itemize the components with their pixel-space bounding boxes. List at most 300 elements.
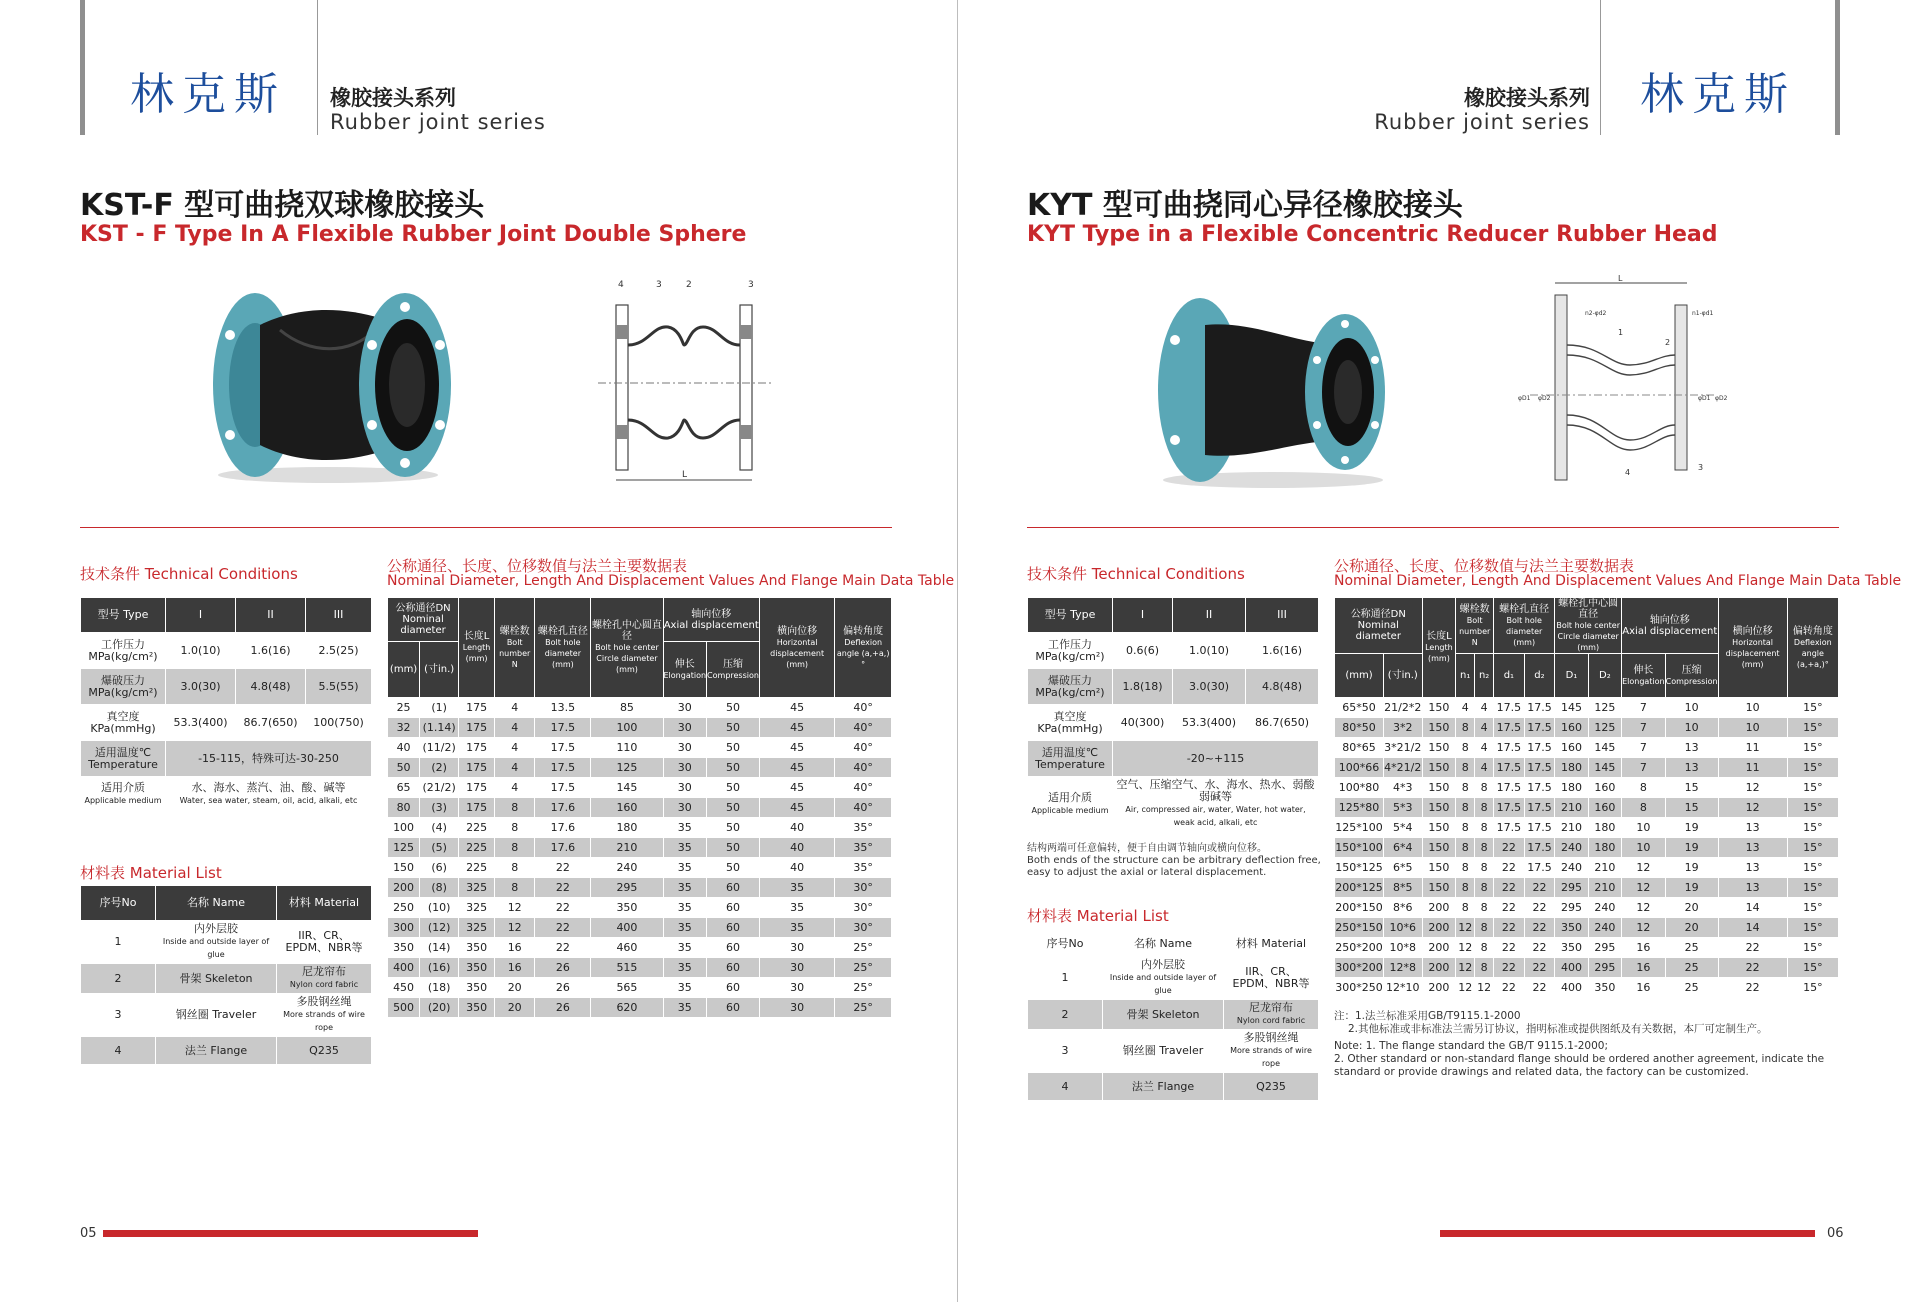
data-table-right: [1334, 597, 1839, 998]
mat-material: Q235: [277, 1037, 372, 1065]
th-inch: (寸in.): [420, 642, 459, 698]
table-cell: 350: [459, 998, 495, 1018]
table-cell: 50: [388, 758, 420, 778]
table-cell: 565: [591, 978, 663, 998]
table-row: [1335, 738, 1839, 758]
mat-no: 3: [1028, 1030, 1103, 1073]
tech-header-i: I: [1113, 598, 1173, 633]
table-row: [1335, 798, 1839, 818]
table-cell: 10*8: [1383, 938, 1422, 958]
table-cell: 180: [1555, 778, 1588, 798]
table-cell: 4: [495, 778, 535, 798]
table-cell: 17.5: [535, 758, 591, 778]
th-deflexion: 偏转角度 Deflexion angle (a,+a,)°: [1787, 598, 1838, 698]
table-cell: 12: [1622, 878, 1666, 898]
table-cell: 15: [1665, 778, 1718, 798]
tech-conditions-heading-right: 技术条件 Technical Conditions: [1027, 565, 1245, 583]
table-cell: 30: [663, 798, 707, 818]
table-cell: 25°: [835, 958, 892, 978]
table-cell: 45: [759, 718, 834, 738]
mat-no: 4: [81, 1037, 156, 1065]
table-cell: 16: [1622, 978, 1666, 998]
table-cell: 15°: [1787, 738, 1838, 758]
table-cell: 40°: [835, 698, 892, 718]
table-cell: 22: [1494, 918, 1525, 938]
tech-row-label: 工作压力 MPa(kg/cm²): [81, 633, 166, 669]
table-cell: 150: [1422, 818, 1456, 838]
mat-no: 3: [81, 994, 156, 1037]
mat-header-material: 材料 Material: [1224, 931, 1319, 957]
table-cell: 30: [663, 778, 707, 798]
table-cell: 160: [1555, 738, 1588, 758]
table-cell: 160: [591, 798, 663, 818]
th-circle: 螺栓孔中心圆直径 Bolt hole center Circle diameter (mm): [591, 598, 663, 698]
th-bolt-number: 螺栓数 Bolt number N: [1456, 598, 1494, 654]
table-cell: (11/2): [420, 738, 459, 758]
table-cell: 80*65: [1335, 738, 1384, 758]
data-table-title-cn-right: 公称通径、长度、位移数值与法兰主要数据表: [1334, 557, 1635, 575]
table-cell: 12: [1622, 898, 1666, 918]
material-list-heading-right: 材料表 Material List: [1027, 907, 1169, 925]
table-cell: 8: [1456, 838, 1475, 858]
table-cell: 30: [663, 718, 707, 738]
th-inch: (寸in.): [1383, 654, 1422, 698]
mat-name: 钢丝圈 Traveler: [156, 994, 277, 1037]
table-cell: 125: [1588, 718, 1621, 738]
table-cell: 150: [1422, 798, 1456, 818]
table-row: [1335, 818, 1839, 838]
table-cell: 60: [707, 878, 760, 898]
table-cell: 30°: [835, 898, 892, 918]
product-title-cn-left: KST-F 型可曲挠双球橡胶接头: [80, 188, 485, 223]
table-cell: 4: [495, 718, 535, 738]
table-cell: 110: [591, 738, 663, 758]
tech-conditions-table-right: [1027, 597, 1319, 832]
table-cell: 17.5: [1524, 798, 1555, 818]
table-cell: 4: [495, 698, 535, 718]
table-cell: 4: [1475, 758, 1494, 778]
th-dn: 公称通径DN Nominal diameter: [388, 598, 459, 642]
tech-value: 40(300): [1113, 705, 1173, 741]
table-cell: 12: [1456, 918, 1475, 938]
table-cell: 15°: [1787, 958, 1838, 978]
table-cell: 15°: [1787, 798, 1838, 818]
table-cell: 620: [591, 998, 663, 1018]
table-cell: 8: [1456, 858, 1475, 878]
table-cell: 150: [1422, 778, 1456, 798]
table-cell: 4: [1475, 698, 1494, 718]
tech-value: 1.0(10): [1173, 633, 1246, 669]
table-cell: 13: [1665, 738, 1718, 758]
table-cell: 8: [1475, 898, 1494, 918]
table-cell: 8*5: [1383, 878, 1422, 898]
drawing-label-n2: n2-φd2: [1585, 310, 1607, 317]
th-compression: 压缩 Compression: [1665, 654, 1718, 698]
table-cell: 8: [1475, 858, 1494, 878]
th-horizontal: 横向位移 Horizontal displacement (mm): [1718, 598, 1787, 698]
table-cell: 17.5: [1494, 818, 1525, 838]
table-cell: 300*250: [1335, 978, 1384, 998]
table-cell: 22: [1494, 978, 1525, 998]
table-cell: (14): [420, 938, 459, 958]
table-cell: 35: [759, 918, 834, 938]
table-cell: 4: [1475, 718, 1494, 738]
table-cell: 60: [707, 958, 760, 978]
tech-value: 4.8(48): [1246, 669, 1319, 705]
table-cell: 15°: [1787, 938, 1838, 958]
tech-row-label: 适用介质 Applicable medium: [81, 777, 166, 813]
table-cell: 8: [495, 798, 535, 818]
table-cell: 14: [1718, 898, 1787, 918]
table-cell: 35: [663, 858, 707, 878]
tech-value: 水、海水、蒸汽、油、酸、碱等 Water, sea water, steam, oil, acid, alkali, etc: [166, 777, 372, 813]
product-title-en-left: KST - F Type In A Flexible Rubber Joint Double Sphere: [80, 222, 747, 247]
table-cell: (3): [420, 798, 459, 818]
tech-row-label: 适用温度℃ Temperature: [81, 741, 166, 777]
table-cell: 125*100: [1335, 818, 1384, 838]
table-cell: 40: [759, 858, 834, 878]
table-cell: 15°: [1787, 898, 1838, 918]
table-row: [388, 938, 892, 958]
table-cell: 17.5: [1524, 698, 1555, 718]
table-row: [1335, 778, 1839, 798]
table-cell: 100: [591, 718, 663, 738]
table-row: [1335, 838, 1839, 858]
table-cell: 25: [388, 698, 420, 718]
table-cell: 17.6: [535, 818, 591, 838]
table-cell: 295: [1588, 958, 1621, 978]
table-cell: 8: [495, 858, 535, 878]
mat-header-no: 序号No: [1028, 931, 1103, 957]
th-n2: n₂: [1475, 654, 1494, 698]
table-cell: 26: [535, 998, 591, 1018]
table-cell: 325: [459, 878, 495, 898]
table-cell: 35°: [835, 818, 892, 838]
table-cell: 15°: [1787, 818, 1838, 838]
technical-drawing-kyt: [1500, 275, 1735, 500]
table-cell: 8*6: [1383, 898, 1422, 918]
mat-material: 尼龙帘布 Nylon cord fabric: [277, 964, 372, 994]
table-cell: 22: [1524, 958, 1555, 978]
table-cell: 35: [663, 898, 707, 918]
tech-row-label: 适用介质 Applicable medium: [1028, 777, 1113, 832]
table-cell: 12: [1456, 958, 1475, 978]
mat-material: 多股钢丝绳 More strands of wire rope: [1224, 1030, 1319, 1073]
table-cell: 10*6: [1383, 918, 1422, 938]
table-cell: 250*150: [1335, 918, 1384, 938]
table-row: [1335, 918, 1839, 938]
table-cell: 16: [1622, 938, 1666, 958]
table-cell: 35: [663, 918, 707, 938]
table-cell: 6*5: [1383, 858, 1422, 878]
product-photo-kst-f: [200, 285, 460, 485]
series-title-en-left: Rubber joint series: [330, 110, 546, 134]
table-cell: 40°: [835, 798, 892, 818]
table-cell: 4*21/2: [1383, 758, 1422, 778]
table-cell: 35: [663, 998, 707, 1018]
table-cell: 45: [759, 798, 834, 818]
table-cell: 175: [459, 718, 495, 738]
table-row: [1335, 858, 1839, 878]
table-cell: 15°: [1787, 878, 1838, 898]
table-cell: (12): [420, 918, 459, 938]
mat-name: 钢丝圈 Traveler: [1103, 1030, 1224, 1073]
tech-conditions-table-left: [80, 597, 372, 813]
table-cell: 8: [1475, 878, 1494, 898]
table-cell: 35: [663, 938, 707, 958]
tech-value: 86.7(650): [236, 705, 306, 741]
table-cell: 295: [591, 878, 663, 898]
mat-header-no: 序号No: [81, 886, 156, 921]
table-cell: 175: [459, 778, 495, 798]
table-cell: 8: [1475, 918, 1494, 938]
table-cell: 85: [591, 698, 663, 718]
table-cell: 10: [1622, 818, 1666, 838]
th-D2: D₂: [1588, 654, 1621, 698]
table-cell: 17.6: [535, 798, 591, 818]
table-cell: 160: [1555, 718, 1588, 738]
table-row: [1335, 758, 1839, 778]
product-title-cn-right: KYT 型可曲挠同心异径橡胶接头: [1027, 188, 1463, 223]
table-cell: 22: [1524, 918, 1555, 938]
table-cell: 40: [759, 818, 834, 838]
table-cell: 180: [591, 818, 663, 838]
table-cell: 180: [1588, 818, 1621, 838]
table-cell: 200: [1422, 938, 1456, 958]
table-cell: 22: [1718, 958, 1787, 978]
table-cell: 4: [495, 758, 535, 778]
table-cell: 240: [1555, 858, 1588, 878]
drawing-label-D2a: φD2: [1538, 395, 1551, 402]
tech-header-i: I: [166, 598, 236, 633]
table-cell: 125: [1588, 698, 1621, 718]
drawing-label-1: 1: [1618, 328, 1624, 337]
data-table-body-right: [1335, 698, 1839, 998]
tech-value: 100(750): [306, 705, 372, 741]
data-table-left: [387, 597, 892, 1018]
mat-material: 尼龙帘布 Nylon cord fabric: [1224, 1000, 1319, 1030]
table-cell: 17.5: [1494, 798, 1525, 818]
table-cell: (5): [420, 838, 459, 858]
table-cell: 125: [591, 758, 663, 778]
th-bolt-hole: 螺栓孔直径 Bolt hole diameter (mm): [535, 598, 591, 698]
tech-value: 0.6(6): [1113, 633, 1173, 669]
table-cell: 35: [663, 878, 707, 898]
table-cell: 175: [459, 698, 495, 718]
material-table-left: [80, 885, 372, 1065]
table-cell: 12: [1622, 918, 1666, 938]
data-table-body-left: [388, 698, 892, 1018]
th-length: 长度L Length (mm): [459, 598, 495, 698]
table-cell: 45: [759, 738, 834, 758]
table-cell: 50: [707, 718, 760, 738]
left-header-divider: [317, 0, 318, 135]
table-cell: 15: [1665, 798, 1718, 818]
table-row: [388, 758, 892, 778]
table-row: [388, 878, 892, 898]
th-circle: 螺栓孔中心圆直径 Bolt hole center Circle diameter (mm): [1556, 598, 1621, 652]
th-axial: 轴向位移 Axial displacement: [1622, 598, 1718, 654]
table-cell: 25: [1665, 978, 1718, 998]
table-cell: 8: [1475, 958, 1494, 978]
material-table-right: [1027, 930, 1319, 1101]
th-dn: 公称通径DN Nominal diameter: [1335, 598, 1423, 654]
table-cell: 17.5: [1494, 698, 1525, 718]
table-cell: 7: [1622, 738, 1666, 758]
table-cell: 22: [1494, 938, 1525, 958]
tech-header-ii: II: [236, 598, 306, 633]
table-cell: 50: [707, 698, 760, 718]
table-cell: 21/2*2: [1383, 698, 1422, 718]
table-cell: 65*50: [1335, 698, 1384, 718]
table-cell: 200*125: [1335, 878, 1384, 898]
table-cell: (4): [420, 818, 459, 838]
table-cell: 25°: [835, 998, 892, 1018]
table-cell: 25: [1665, 938, 1718, 958]
table-cell: 295: [1555, 878, 1588, 898]
table-cell: 15°: [1787, 718, 1838, 738]
table-cell: 30: [663, 758, 707, 778]
mat-name: 法兰 Flange: [1103, 1073, 1224, 1101]
mat-name: 骨架 Skeleton: [156, 964, 277, 994]
table-cell: 26: [535, 978, 591, 998]
table-cell: 15°: [1787, 858, 1838, 878]
th-d2: d₂: [1524, 654, 1555, 698]
table-cell: 60: [707, 938, 760, 958]
table-cell: 150*125: [1335, 858, 1384, 878]
table-cell: 175: [459, 738, 495, 758]
table-cell: 225: [459, 818, 495, 838]
table-cell: 20: [495, 978, 535, 998]
table-cell: 17.5: [535, 778, 591, 798]
table-cell: 19: [1665, 878, 1718, 898]
table-cell: 13: [1718, 838, 1787, 858]
table-cell: 25°: [835, 938, 892, 958]
table-cell: 200: [1422, 978, 1456, 998]
table-cell: 210: [1588, 878, 1621, 898]
table-cell: 45: [759, 758, 834, 778]
table-cell: 30°: [835, 918, 892, 938]
table-cell: 180: [1555, 758, 1588, 778]
material-list-heading-left: 材料表 Material List: [80, 864, 222, 882]
table-cell: 35: [663, 978, 707, 998]
table-cell: 22: [535, 858, 591, 878]
table-cell: 65: [388, 778, 420, 798]
table-cell: 8: [495, 818, 535, 838]
table-cell: 8: [1475, 778, 1494, 798]
table-cell: 500: [388, 998, 420, 1018]
table-cell: 50: [707, 838, 760, 858]
table-cell: 40°: [835, 738, 892, 758]
table-cell: 400: [388, 958, 420, 978]
mat-header-name: 名称 Name: [156, 886, 277, 921]
table-cell: 22: [1524, 978, 1555, 998]
drawing-label-4: 4: [618, 280, 624, 290]
mat-material: 多股钢丝绳 More strands of wire rope: [277, 994, 372, 1037]
table-cell: 325: [459, 918, 495, 938]
brand-logo-left: 林克斯: [130, 69, 286, 120]
th-length: 长度L Length (mm): [1422, 598, 1456, 698]
tech-conditions-heading-left: 技术条件 Technical Conditions: [80, 565, 298, 583]
table-row: [388, 838, 892, 858]
th-n1: n₁: [1456, 654, 1475, 698]
table-cell: 100: [388, 818, 420, 838]
mat-no: 4: [1028, 1073, 1103, 1101]
drawing-label-3c: 3: [1698, 463, 1704, 472]
table-cell: 7: [1622, 758, 1666, 778]
table-cell: 200*150: [1335, 898, 1384, 918]
table-cell: 16: [1622, 958, 1666, 978]
table-cell: 17.5: [535, 718, 591, 738]
right-header-divider: [1600, 0, 1601, 135]
table-cell: 150: [388, 858, 420, 878]
table-row: [388, 698, 892, 718]
table-cell: 3*21/2: [1383, 738, 1422, 758]
table-cell: 125: [388, 838, 420, 858]
th-elongation: 伸长 Elongation: [663, 642, 707, 698]
tech-header-ii: II: [1173, 598, 1246, 633]
table-cell: 12: [1456, 938, 1475, 958]
table-cell: 22: [1494, 838, 1525, 858]
th-d1: d₁: [1494, 654, 1525, 698]
table-cell: 15°: [1787, 778, 1838, 798]
drawing-label-2b: 2: [1665, 338, 1671, 347]
table-cell: 10: [1622, 838, 1666, 858]
table-cell: 8: [495, 838, 535, 858]
table-cell: 60: [707, 918, 760, 938]
table-cell: 17.5: [1524, 818, 1555, 838]
footer-bar-right: [1440, 1230, 1815, 1237]
table-cell: 35: [759, 898, 834, 918]
note-cn-2: 2.其他标准或非标准法兰需另订协议，指明标准或提供图纸及有关数据，本厂可定制生产。: [1348, 1023, 1768, 1035]
table-cell: 10: [1665, 718, 1718, 738]
table-cell: 11: [1718, 738, 1787, 758]
table-cell: 515: [591, 958, 663, 978]
tech-value: 4.8(48): [236, 669, 306, 705]
table-cell: 100*66: [1335, 758, 1384, 778]
product-photo-kyt: [1145, 290, 1405, 490]
table-cell: 225: [459, 838, 495, 858]
tech-header-iii: III: [306, 598, 372, 633]
data-table-title-en-left: Nominal Diameter, Length And Displacement Values And Flange Main Data Table: [387, 573, 955, 589]
section-divider-left: [80, 527, 892, 528]
th-D1: D₁: [1555, 654, 1588, 698]
table-cell: 15°: [1787, 978, 1838, 998]
table-cell: 10: [1665, 698, 1718, 718]
table-cell: 150: [1422, 718, 1456, 738]
table-cell: 8: [1456, 718, 1475, 738]
table-cell: 4: [495, 738, 535, 758]
table-cell: 22: [1494, 858, 1525, 878]
table-cell: 30: [759, 978, 834, 998]
table-cell: 150*100: [1335, 838, 1384, 858]
drawing-label-D2b: φD2: [1715, 395, 1728, 402]
table-cell: 8: [1475, 838, 1494, 858]
table-cell: 200: [388, 878, 420, 898]
table-cell: 15°: [1787, 838, 1838, 858]
structure-description-en: Both ends of the structure can be arbitrary deflection free, easy to adjust the axial or lateral displacement.: [1027, 855, 1321, 878]
mat-name: 内外层胶 Inside and outside layer of glue: [156, 921, 277, 964]
table-cell: 16: [495, 938, 535, 958]
table-cell: (8): [420, 878, 459, 898]
drawing-label-3a: 3: [656, 280, 662, 290]
data-table-title-cn-left: 公称通径、长度、位移数值与法兰主要数据表: [387, 557, 688, 575]
right-header-rule: [1835, 0, 1840, 135]
table-cell: 325: [459, 898, 495, 918]
table-row: [388, 998, 892, 1018]
table-cell: 3*2: [1383, 718, 1422, 738]
structure-description-cn: 结构两端可任意偏转，便于自由调节轴向或横向位移。: [1027, 843, 1267, 854]
